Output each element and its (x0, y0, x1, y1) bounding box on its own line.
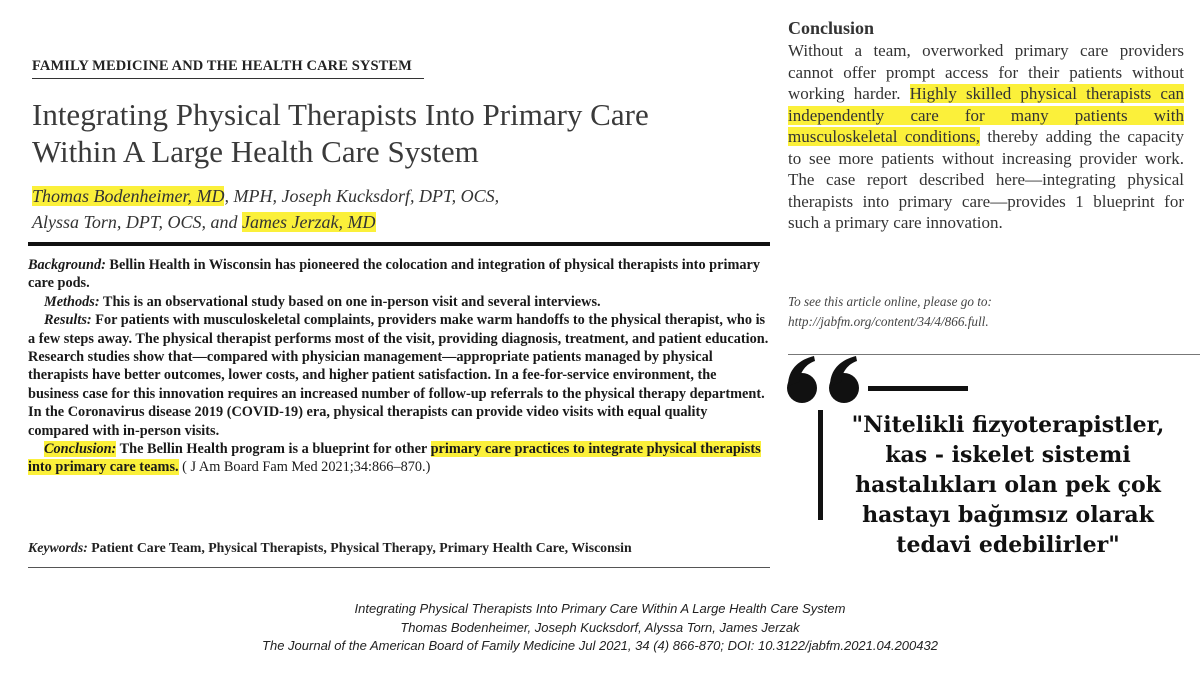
keywords-text: Patient Care Team, Physical Therapists, Physical Therapy, Primary Health Care, Wisconsin (87, 540, 632, 555)
quote-accent-line (868, 386, 968, 391)
online-link-note: To see this article online, please go to: http://jabfm.org/content/34/4/866.full. (788, 294, 992, 329)
author-list (32, 183, 762, 235)
citation-journal: The Journal of the American Board of Family Medicine Jul 2021, 34 (4) 866-870; DOI: 10.3122/jabfm.2021.04.200432 (262, 638, 938, 653)
author-text-1: , MPH, Joseph Kucksdorf, DPT, OCS, (224, 186, 500, 206)
background-text: Bellin Health in Wisconsin has pioneered the colocation and integration of physical therapists into primary care pods. (28, 257, 760, 292)
conclusion-excerpt (788, 18, 1184, 338)
keywords (28, 540, 770, 556)
author-highlighted-2: James Jerzak, MD (242, 212, 376, 232)
abstract-methods (28, 293, 770, 311)
methods-label: Methods: (44, 293, 100, 310)
quote-side-bar (818, 410, 823, 520)
article-excerpt (28, 52, 770, 562)
section-underline (32, 78, 424, 79)
conclusion-paragraph (788, 40, 1184, 234)
citation-title: Integrating Physical Therapists Into Primary Care Within A Large Health Care System (354, 601, 846, 616)
conclusion-highlight-text: Highly skilled physical therapists can independently care for many patients with musculoskeletal conditions, (788, 84, 1184, 146)
methods-text: This is an observational study based on one in-person visit and several interviews. (99, 293, 601, 310)
abstract-results (28, 311, 770, 440)
abstract (28, 256, 770, 477)
results-text: For patients with musculoskeletal complaints, providers make warm handoffs to the physical therapist, who is a few steps away. The physical therapist performs most of the visit, providing diagnosis, treatment, and patient education. Research studies show that—compared with physician management—appropriate patients managed by physical therapists have better outcomes, lower costs, and higher patient satisfaction. In a fee-for-service environment, the business case for this innovation requires an increased number of follow-up referrals to the physical therapy department. In the Coronavirus disease 2019 (COVID-19) era, physical therapists can provide video visits with equal quality compared with in-person visits. (28, 312, 769, 439)
quote-text: "Nitelikli fizyoterapistler, kas - iskelet sistemi hastalıkları olan pek çok hastayı bağımsız olarak tedavi edebilirler" (851, 412, 1165, 558)
citation-authors: Thomas Bodenheimer, Joseph Kucksdorf, Alyssa Torn, James Jerzak (400, 619, 800, 635)
abstract-conclusion (28, 440, 770, 477)
keywords-label: Keywords: (28, 540, 88, 555)
article-title-line-2: Within A Large Health Care System (32, 134, 479, 169)
article-title (32, 96, 762, 170)
conclusion-label: Conclusion: (44, 441, 117, 458)
results-label: Results: (44, 312, 92, 329)
abstract-background (28, 256, 770, 293)
author-highlighted-1: Thomas Bodenheimer, MD (32, 186, 225, 206)
section-label: FAMILY MEDICINE AND THE HEALTH CARE SYSTEM (32, 58, 412, 74)
citation (0, 600, 1200, 656)
article-title-line-1: Integrating Physical Therapists Into Primary Care (32, 97, 649, 132)
conclusion-highlight: primary care practices to integrate physical therapists into primary care teams. (28, 441, 761, 476)
conclusion-text-before: Without a team, overworked primary care providers cannot offer prompt access for their patients without working harder. (788, 41, 1184, 103)
conclusion-heading: Conclusion (788, 18, 875, 38)
background-label: Background: (28, 257, 106, 273)
title-divider (28, 242, 770, 246)
conclusion-text-after: thereby adding the capacity to see more patients without increasing provider work. The case report described here—integrating physical therapists into primary care—provides 1 blueprint for such a primary care innovation. (788, 127, 1185, 232)
journal-reference: ( J Am Board Fam Med 2021;34:866–870.) (178, 459, 431, 476)
author-text-2: Alyssa Torn, DPT, OCS, and (32, 212, 243, 232)
abstract-bottom-rule (28, 567, 770, 568)
conclusion-text: The Bellin Health program is a blueprint for other (116, 441, 431, 458)
